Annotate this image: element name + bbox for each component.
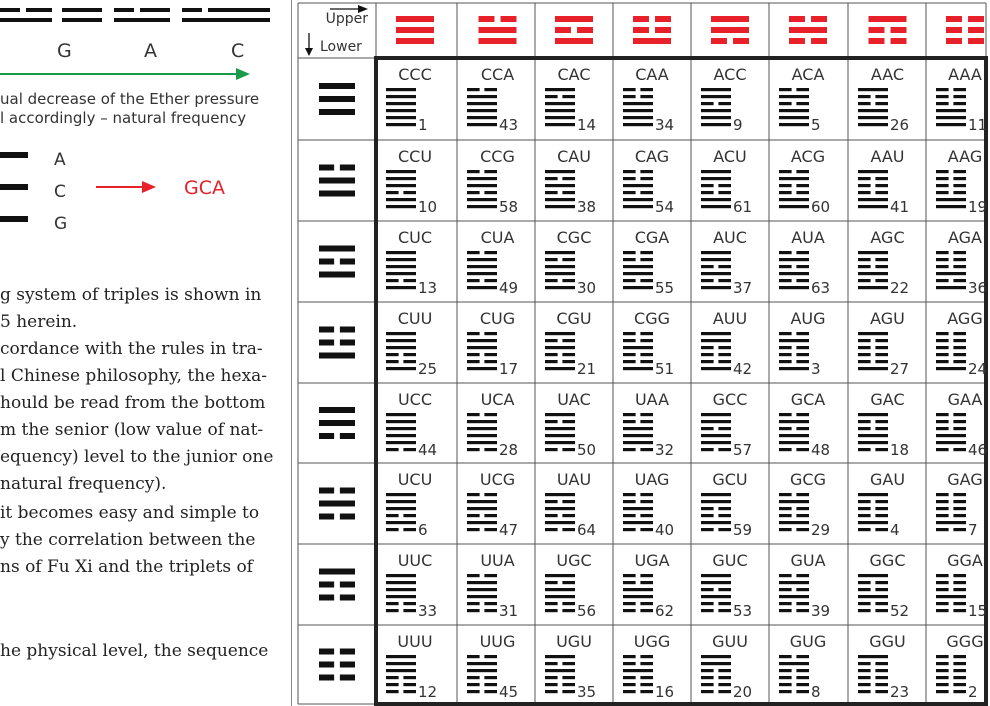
table-cell (858, 551, 909, 620)
down-arrow-head-icon (305, 48, 313, 56)
hexagram-icon (467, 88, 497, 126)
hexagram-icon (936, 332, 966, 370)
table-cell (779, 390, 830, 459)
table-cell (779, 228, 830, 297)
table-cell (623, 551, 674, 620)
header-lower-label: Lower (320, 39, 362, 55)
hexagram-icon (545, 413, 575, 451)
upper-trigram-icon (396, 16, 434, 44)
hexagram-number: 17 (499, 360, 519, 378)
hexagram-number: 39 (811, 602, 831, 620)
hexagram-number: 22 (890, 279, 910, 297)
letter-c: C (231, 40, 245, 62)
codon-label: GUU (712, 632, 748, 651)
codon-label: UAC (557, 390, 591, 409)
upper-trigram-icon (711, 16, 749, 44)
table-cell (386, 551, 437, 620)
hexagram-number: 63 (811, 279, 831, 297)
table-cell (386, 390, 437, 459)
hexagram-icon (701, 332, 731, 370)
table-cell (936, 309, 987, 378)
codon-label: UCU (397, 470, 433, 489)
codon-label: GUC (712, 551, 748, 570)
upper-trigram-icon (633, 16, 671, 44)
codon-label: CAG (634, 147, 670, 166)
codon-label: UGU (556, 632, 592, 651)
codon-label: AUC (713, 228, 747, 247)
hexagram-number: 37 (733, 279, 753, 297)
codon-label: CUG (479, 309, 516, 328)
codon-label: AUU (712, 309, 748, 328)
hexagram-icon (701, 251, 731, 289)
codon-label: ACC (713, 65, 747, 84)
table-cell (779, 632, 826, 701)
hexagram-icon (545, 251, 575, 289)
table-cell (545, 390, 596, 459)
result-codon: GCA (184, 177, 225, 199)
hexagram-icon (936, 413, 966, 451)
table-cell (858, 309, 909, 378)
hexagram-icon (467, 332, 497, 370)
codon-label: CGC (556, 228, 592, 247)
hexagram-number: 18 (890, 441, 910, 459)
codon-label: CUC (397, 228, 433, 247)
hexagram-icon (779, 413, 809, 451)
hexagram-number: 60 (811, 198, 831, 216)
letter-a: A (144, 40, 157, 62)
hexagram-icon (467, 251, 497, 289)
hexagram-icon (936, 251, 966, 289)
upper-trigram-icon (789, 16, 827, 44)
hexagram-number: 7 (968, 521, 978, 539)
hexagram-icon (545, 493, 575, 531)
hexagram-icon (467, 493, 497, 531)
hexagram-number: 11 (968, 116, 988, 134)
stack-letter-g: G (54, 214, 68, 234)
codon-label: UCC (397, 390, 433, 409)
hexagram-icon (545, 655, 575, 693)
codon-label: AGG (947, 309, 983, 328)
lower-trigram-icon (319, 327, 355, 359)
hexagram-icon (623, 493, 653, 531)
paragraph-line: m the senior (low value of nat- (0, 420, 264, 440)
hexagram-number: 46 (968, 441, 988, 459)
codon-label: CCC (398, 65, 432, 84)
codon-label: GCC (712, 390, 748, 409)
codon-label: AAU (870, 147, 905, 166)
hexagram-icon (386, 574, 416, 612)
hexagram-number: 56 (577, 602, 597, 620)
table-cell (386, 228, 437, 297)
codon-label: GUG (789, 632, 827, 651)
hexagram-number: 25 (418, 360, 438, 378)
table-cell (779, 147, 830, 216)
codon-label: AUA (791, 228, 825, 247)
hexagram-icon (386, 655, 416, 693)
hexagram-number: 10 (418, 198, 438, 216)
hexagram-number: 23 (890, 683, 910, 701)
header-upper-label: Upper (325, 11, 368, 27)
hexagram-icon (623, 170, 653, 208)
hexagram-icon (779, 655, 809, 693)
codon-label: ACG (790, 147, 826, 166)
lower-trigram-icon (319, 165, 355, 197)
hexagram-number: 38 (577, 198, 597, 216)
paragraph-line: g system of triples is shown in (0, 285, 262, 305)
hexagram-icon (936, 170, 966, 208)
hexagram-number: 44 (418, 441, 438, 459)
hexagram-icon (701, 655, 731, 693)
hexagram-icon (779, 493, 809, 531)
hexagram-number: 29 (811, 521, 831, 539)
hexagram-number: 26 (890, 116, 910, 134)
hexagram-icon (858, 574, 888, 612)
hexagram-number: 64 (577, 521, 597, 539)
hexagram-icon (545, 574, 575, 612)
hexagram-number: 48 (811, 441, 831, 459)
codon-label: GGG (946, 632, 984, 651)
upper-trigram-icon (946, 16, 984, 44)
table-cell (386, 65, 432, 134)
lower-trigram-icon (319, 649, 355, 681)
hexagram-number: 21 (577, 360, 597, 378)
table-cell (623, 632, 674, 701)
paragraph-line: equency) level to the junior one (0, 447, 274, 467)
hexagram-icon (386, 88, 416, 126)
hexagram-number: 34 (655, 116, 675, 134)
table-cell (779, 65, 824, 134)
codon-label: ACU (713, 147, 747, 166)
hexagram-icon (701, 88, 731, 126)
paragraph-line: natural frequency). (0, 474, 167, 494)
lower-trigram-icon (319, 488, 355, 520)
hexagram-icon (386, 251, 416, 289)
table-cell (623, 147, 674, 216)
table-cell (467, 632, 518, 701)
codon-label: GAU (869, 470, 906, 489)
hexagram-number: 2 (968, 683, 978, 701)
paragraph-line: ns of Fu Xi and the triplets of (0, 557, 253, 577)
table-cell (936, 228, 987, 297)
codon-label: AAC (870, 65, 905, 84)
hexagram-number: 51 (655, 360, 675, 378)
codon-label: UAU (556, 470, 592, 489)
codon-label: GCU (712, 470, 748, 489)
lower-trigram-icon (319, 246, 355, 278)
upper-trigram-icon (555, 16, 593, 44)
codon-label: UUU (397, 632, 433, 651)
hexagram-icon (858, 493, 888, 531)
table-cell (779, 551, 830, 620)
table-cell (858, 147, 909, 216)
table-cell (936, 390, 987, 459)
codon-label: GAA (947, 390, 983, 409)
hexagram-number: 8 (811, 683, 821, 701)
hexagram-number: 50 (577, 441, 597, 459)
codon-label: UUA (480, 551, 515, 570)
codon-label: GGU (869, 632, 906, 651)
hexagram-icon (467, 655, 497, 693)
hexagram-number: 3 (811, 360, 821, 378)
codon-label: CGG (634, 309, 670, 328)
codon-label: UUG (479, 632, 516, 651)
codon-label: GGA (947, 551, 983, 570)
table-cell (701, 228, 752, 297)
corner-header-cell (305, 5, 368, 56)
hexagram-icon (936, 574, 966, 612)
hexagram-icon (936, 655, 966, 693)
table-cell (467, 147, 518, 216)
codon-label: AGC (870, 228, 905, 247)
hexagram-number: 19 (968, 198, 988, 216)
codon-label: CCU (397, 147, 433, 166)
codon-label: UGA (634, 551, 670, 570)
codon-label: AGA (947, 228, 983, 247)
paragraph-line: hould be read from the bottom (0, 393, 266, 413)
hexagram-number: 54 (655, 198, 675, 216)
table-cell (779, 470, 830, 539)
codon-label: GUA (790, 551, 826, 570)
table-cell (545, 470, 596, 539)
lower-trigram-icon (319, 83, 355, 115)
codon-label: CUU (397, 309, 433, 328)
table-cell (701, 632, 752, 701)
hexagram-number: 58 (499, 198, 519, 216)
hexagram-icon (779, 251, 809, 289)
table-cell (936, 65, 987, 134)
hexagram-number: 59 (733, 521, 753, 539)
hexagram-number: 24 (968, 360, 988, 378)
codon-label: GAG (947, 470, 983, 489)
codon-label: AAA (948, 65, 982, 84)
table-cell (467, 470, 518, 539)
table-cell (623, 228, 674, 297)
hexagram-number: 43 (499, 116, 519, 134)
codon-label: UGC (556, 551, 592, 570)
hexagram-icon (858, 332, 888, 370)
hexagram-icon (936, 88, 966, 126)
hexagram-number: 52 (890, 602, 910, 620)
hexagram-icon (545, 88, 575, 126)
hexagram-number: 49 (499, 279, 519, 297)
hexagram-number: 62 (655, 602, 675, 620)
hexagram-number: 36 (968, 279, 988, 297)
hexagram-number: 35 (577, 683, 597, 701)
paragraph-line: it becomes easy and simple to (0, 503, 260, 523)
codon-label: ACA (791, 65, 825, 84)
table-cell (386, 147, 437, 216)
hexagram-icon (623, 88, 653, 126)
codon-label: AUG (790, 309, 826, 328)
table-cell (858, 228, 909, 297)
hexagram-icon (623, 655, 653, 693)
hexagram-icon (701, 170, 731, 208)
codon-label: GCA (790, 390, 826, 409)
codon-label: CCG (480, 147, 515, 166)
paragraph-line: l Chinese philosophy, the hexa- (0, 366, 268, 386)
hexagram-icon (386, 493, 416, 531)
hexagram-icon (467, 574, 497, 612)
hexagram-number: 55 (655, 279, 675, 297)
codon-label: CCA (480, 65, 515, 84)
table-cell (936, 632, 984, 701)
codon-label: CAA (635, 65, 669, 84)
upper-trigram-icon (479, 16, 517, 44)
hexagram-icon (858, 413, 888, 451)
table-cell (701, 470, 752, 539)
hexagram-icon (386, 170, 416, 208)
codon-label: GCG (790, 470, 826, 489)
table-cell (701, 309, 752, 378)
codon-label: CAU (557, 147, 591, 166)
table-cell (386, 309, 437, 378)
hexagram-icon (623, 332, 653, 370)
table-cell (623, 65, 674, 134)
hexagram-icon (701, 493, 731, 531)
hexagram-number: 40 (655, 521, 675, 539)
table-cell (545, 147, 596, 216)
codon-label: GAC (870, 390, 905, 409)
table-cell (701, 65, 747, 134)
hexagram-number: 6 (418, 521, 428, 539)
hexagram-icon (779, 88, 809, 126)
hexagram-icon (858, 655, 888, 693)
hexagram-number: 53 (733, 602, 753, 620)
codon-label: CGA (634, 228, 670, 247)
paragraph-line: cordance with the rules in tra- (0, 339, 263, 359)
hexagram-number: 33 (418, 602, 438, 620)
table-cell (701, 147, 752, 216)
table-cell (623, 470, 674, 539)
table-cell (467, 551, 518, 620)
table-cell (545, 228, 596, 297)
codon-label: GGC (869, 551, 906, 570)
hexagram-number: 28 (499, 441, 519, 459)
codon-label: CAC (557, 65, 591, 84)
hexagram-number: 5 (811, 116, 821, 134)
hexagram-number: 57 (733, 441, 753, 459)
hexagram-icon (858, 251, 888, 289)
table-cell (858, 632, 909, 701)
lower-trigram-icon (319, 569, 355, 601)
table-cell (701, 551, 752, 620)
table-cell (701, 390, 752, 459)
table-cell (467, 228, 518, 297)
upper-trigram-icon (869, 16, 907, 44)
table-cell (467, 390, 518, 459)
hexagram-number: 16 (655, 683, 675, 701)
hexagram-number: 12 (418, 683, 438, 701)
table-cell (779, 309, 826, 378)
table-cell (936, 147, 987, 216)
hexagram-icon (701, 574, 731, 612)
hexagram-number: 31 (499, 602, 519, 620)
hexagram-number: 32 (655, 441, 675, 459)
hexagram-number: 15 (968, 602, 988, 620)
hexagram-icon (779, 574, 809, 612)
arrow-caption-line-1: ual decrease of the Ether pressure (0, 90, 260, 108)
lower-trigram-icon (319, 407, 355, 439)
hexagram-icon (858, 88, 888, 126)
table-cell (858, 65, 909, 134)
table-cell (623, 390, 674, 459)
codon-label: AGU (870, 309, 905, 328)
hexagram-icon (623, 413, 653, 451)
table-cell (386, 632, 437, 701)
hexagram-number: 41 (890, 198, 910, 216)
hexagram-number: 14 (577, 116, 597, 134)
codon-label: AAG (947, 147, 983, 166)
hexagram-icon (386, 413, 416, 451)
hexagram-icon (779, 170, 809, 208)
hexagram-icon (545, 332, 575, 370)
paragraph-line: he physical level, the sequence (0, 641, 269, 661)
hexagram-icon (623, 251, 653, 289)
table-cell (936, 470, 983, 539)
codon-label: CGU (556, 309, 592, 328)
table-cell (467, 309, 518, 378)
letter-g: G (57, 40, 72, 62)
codon-label: UCG (479, 470, 516, 489)
codon-label: UAA (634, 390, 670, 409)
hexagram-number: 20 (733, 683, 753, 701)
table-cell (545, 551, 596, 620)
stack-letter-a: A (54, 150, 66, 170)
hexagram-number: 30 (577, 279, 597, 297)
hexagram-icon (467, 413, 497, 451)
codon-label: UCA (480, 390, 515, 409)
paragraph-line: y the correlation between the (0, 530, 256, 550)
codon-label: UUC (397, 551, 433, 570)
hexagram-icon (701, 413, 731, 451)
table-cell (858, 470, 905, 539)
hexagram-number: 4 (890, 521, 900, 539)
stack-letter-c: C (54, 182, 66, 202)
hexagram-number: 27 (890, 360, 910, 378)
hexagram-number: 9 (733, 116, 743, 134)
table-cell (936, 551, 987, 620)
hexagram-icon (623, 574, 653, 612)
hexagram-number: 47 (499, 521, 519, 539)
hexagram-number: 13 (418, 279, 438, 297)
hexagram-number: 61 (733, 198, 753, 216)
hexagram-number: 1 (418, 116, 428, 134)
table-cell (545, 309, 596, 378)
codon-label: CUA (480, 228, 515, 247)
hexagram-icon (386, 332, 416, 370)
codon-label: UAG (634, 470, 670, 489)
hexagram-number: 42 (733, 360, 753, 378)
table-cell (545, 65, 596, 134)
hexagram-icon (545, 170, 575, 208)
paragraph-line: 5 herein. (0, 312, 78, 332)
hexagram-icon (467, 170, 497, 208)
table-cell (545, 632, 596, 701)
hexagram-icon (858, 170, 888, 208)
table-cell (467, 65, 518, 134)
arrow-caption-line-2: l accordingly – natural frequency (0, 109, 247, 127)
hexagram-icon (779, 332, 809, 370)
table-cell (386, 470, 432, 539)
table-cell (623, 309, 674, 378)
hexagram-number: 45 (499, 683, 519, 701)
codon-label: UGG (633, 632, 671, 651)
hexagram-icon (936, 493, 966, 531)
table-cell (858, 390, 909, 459)
